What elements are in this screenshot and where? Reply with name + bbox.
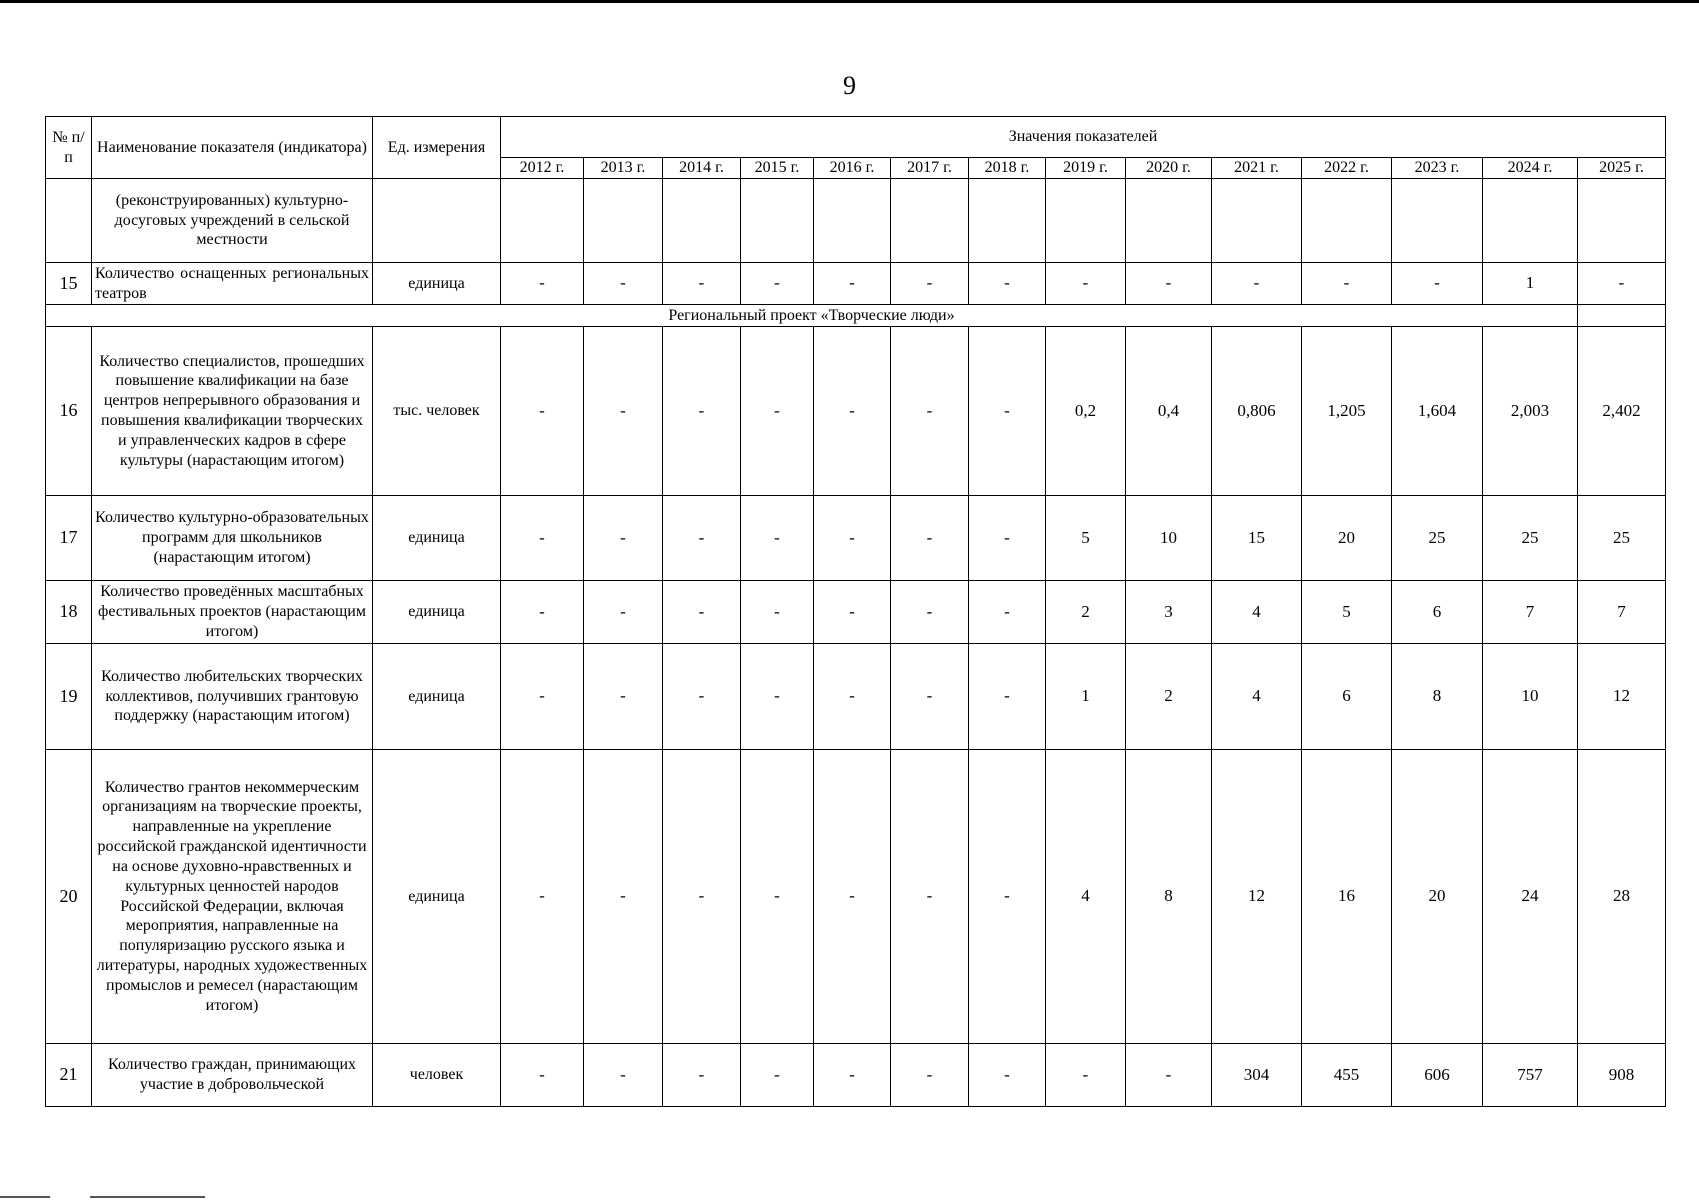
- row-unit: тыс. человек: [373, 327, 501, 496]
- value-cell: 757: [1483, 1044, 1578, 1107]
- value-cell: 28: [1578, 750, 1666, 1044]
- value-cell: -: [969, 263, 1046, 305]
- header-row: [46, 117, 1666, 158]
- header-name: Наименование показателя (индикатора): [92, 117, 373, 179]
- value-cell: -: [741, 644, 814, 750]
- value-cell: 4: [1212, 581, 1302, 644]
- value-cell: [663, 179, 741, 263]
- value-cell: -: [584, 644, 663, 750]
- value-cell: 455: [1302, 1044, 1392, 1107]
- value-cell: 6: [1302, 644, 1392, 750]
- value-cell: -: [741, 263, 814, 305]
- value-cell: 25: [1392, 496, 1483, 581]
- value-cell: [1126, 179, 1212, 263]
- indicators-table: [45, 116, 1666, 1107]
- row-unit: единица: [373, 750, 501, 1044]
- value-cell: [891, 179, 969, 263]
- value-cell: 0,2: [1046, 327, 1126, 496]
- value-cell: 3: [1126, 581, 1212, 644]
- value-cell: -: [741, 327, 814, 496]
- value-cell: 25: [1578, 496, 1666, 581]
- value-cell: 1: [1483, 263, 1578, 305]
- row-name: Количество культурно-образовательных программ для школьников (нарастающим итогом): [92, 496, 373, 581]
- value-cell: 10: [1126, 496, 1212, 581]
- value-cell: 24: [1483, 750, 1578, 1044]
- value-cell: [814, 179, 891, 263]
- table-row: [46, 496, 1666, 581]
- value-cell: -: [1302, 263, 1392, 305]
- value-cell: -: [969, 581, 1046, 644]
- header-unit: Ед. измерения: [373, 117, 501, 179]
- value-cell: 15: [1212, 496, 1302, 581]
- value-cell: -: [969, 1044, 1046, 1107]
- value-cell: [1483, 179, 1578, 263]
- year-header: 2015 г.: [741, 158, 814, 179]
- value-cell: -: [501, 750, 584, 1044]
- value-cell: 20: [1302, 496, 1392, 581]
- value-cell: -: [814, 496, 891, 581]
- value-cell: [501, 179, 584, 263]
- row-name: (реконструированных) культурно-досуговых учреждений в сельской местности: [92, 179, 373, 263]
- value-cell: 908: [1578, 1044, 1666, 1107]
- value-cell: -: [663, 581, 741, 644]
- value-cell: -: [663, 327, 741, 496]
- value-cell: -: [741, 1044, 814, 1107]
- value-cell: 5: [1302, 581, 1392, 644]
- value-cell: 8: [1126, 750, 1212, 1044]
- page-number: 9: [843, 71, 856, 100]
- value-cell: -: [501, 581, 584, 644]
- row-num: 18: [46, 581, 92, 644]
- section-empty-cell: [1578, 305, 1666, 327]
- table-row: [46, 644, 1666, 750]
- year-header: 2017 г.: [891, 158, 969, 179]
- value-cell: 10: [1483, 644, 1578, 750]
- value-cell: 8: [1392, 644, 1483, 750]
- value-cell: 2,402: [1578, 327, 1666, 496]
- value-cell: 20: [1392, 750, 1483, 1044]
- value-cell: 2: [1046, 581, 1126, 644]
- value-cell: 4: [1212, 644, 1302, 750]
- row-name: Количество проведённых масштабных фестивальных проектов (нарастающим итогом): [92, 581, 373, 644]
- value-cell: -: [741, 496, 814, 581]
- value-cell: -: [584, 1044, 663, 1107]
- value-cell: 2,003: [1483, 327, 1578, 496]
- value-cell: -: [891, 327, 969, 496]
- value-cell: 2: [1126, 644, 1212, 750]
- value-cell: -: [1126, 263, 1212, 305]
- value-cell: 0,806: [1212, 327, 1302, 496]
- value-cell: -: [814, 327, 891, 496]
- value-cell: [1392, 179, 1483, 263]
- value-cell: 6: [1392, 581, 1483, 644]
- value-cell: -: [814, 644, 891, 750]
- year-header: 2020 г.: [1126, 158, 1212, 179]
- value-cell: -: [814, 263, 891, 305]
- value-cell: -: [584, 581, 663, 644]
- value-cell: -: [814, 750, 891, 1044]
- year-header: 2022 г.: [1302, 158, 1392, 179]
- row-num: 17: [46, 496, 92, 581]
- row-name: Количество оснащенных региональных театров: [92, 263, 373, 305]
- footer-scan-mark: [90, 1196, 205, 1198]
- row-name: Количество граждан, принимающих участие в добровольческой: [92, 1044, 373, 1107]
- value-cell: -: [969, 750, 1046, 1044]
- value-cell: -: [891, 750, 969, 1044]
- top-scan-edge: [0, 0, 1699, 3]
- header-num: № п/п: [46, 117, 92, 179]
- row-unit: единица: [373, 263, 501, 305]
- value-cell: -: [814, 581, 891, 644]
- header-values: Значения показателей: [501, 117, 1666, 158]
- value-cell: [1578, 179, 1666, 263]
- value-cell: 1,604: [1392, 327, 1483, 496]
- value-cell: -: [584, 750, 663, 1044]
- year-header: 2021 г.: [1212, 158, 1302, 179]
- value-cell: -: [584, 327, 663, 496]
- value-cell: 1: [1046, 644, 1126, 750]
- table-row: [46, 327, 1666, 496]
- value-cell: 1,205: [1302, 327, 1392, 496]
- value-cell: 7: [1483, 581, 1578, 644]
- row-num: 16: [46, 327, 92, 496]
- value-cell: -: [663, 263, 741, 305]
- value-cell: [584, 179, 663, 263]
- value-cell: 5: [1046, 496, 1126, 581]
- table-row: [46, 750, 1666, 1044]
- value-cell: -: [741, 750, 814, 1044]
- value-cell: -: [1046, 1044, 1126, 1107]
- table-row-continuation: [46, 179, 1666, 263]
- year-header: 2025 г.: [1578, 158, 1666, 179]
- value-cell: 12: [1578, 644, 1666, 750]
- row-unit: единица: [373, 644, 501, 750]
- year-header: 2012 г.: [501, 158, 584, 179]
- value-cell: 16: [1302, 750, 1392, 1044]
- year-header: 2023 г.: [1392, 158, 1483, 179]
- value-cell: -: [1046, 263, 1126, 305]
- footer-scan-mark: [0, 1196, 50, 1198]
- value-cell: -: [814, 1044, 891, 1107]
- row-unit: человек: [373, 1044, 501, 1107]
- row-unit: единица: [373, 581, 501, 644]
- value-cell: -: [891, 644, 969, 750]
- value-cell: -: [501, 327, 584, 496]
- value-cell: 4: [1046, 750, 1126, 1044]
- row-num: 19: [46, 644, 92, 750]
- year-header: 2019 г.: [1046, 158, 1126, 179]
- year-header: 2018 г.: [969, 158, 1046, 179]
- value-cell: -: [741, 581, 814, 644]
- value-cell: -: [501, 644, 584, 750]
- row-num: 21: [46, 1044, 92, 1107]
- value-cell: -: [1392, 263, 1483, 305]
- table-row: [46, 1044, 1666, 1107]
- row-name: Количество любительских творческих коллективов, получивших грантовую поддержку (нарастающим итогом): [92, 644, 373, 750]
- table-row: [46, 263, 1666, 305]
- row-num: [46, 179, 92, 263]
- year-header: 2014 г.: [663, 158, 741, 179]
- value-cell: [1212, 179, 1302, 263]
- value-cell: 7: [1578, 581, 1666, 644]
- year-header: 2013 г.: [584, 158, 663, 179]
- value-cell: 304: [1212, 1044, 1302, 1107]
- value-cell: [1046, 179, 1126, 263]
- value-cell: 0,4: [1126, 327, 1212, 496]
- value-cell: -: [1126, 1044, 1212, 1107]
- value-cell: -: [969, 496, 1046, 581]
- value-cell: -: [584, 263, 663, 305]
- section-row: [46, 305, 1666, 327]
- value-cell: -: [891, 263, 969, 305]
- value-cell: -: [584, 496, 663, 581]
- row-num: 15: [46, 263, 92, 305]
- value-cell: -: [663, 496, 741, 581]
- value-cell: -: [663, 750, 741, 1044]
- value-cell: 25: [1483, 496, 1578, 581]
- value-cell: -: [969, 644, 1046, 750]
- value-cell: -: [501, 263, 584, 305]
- value-cell: 606: [1392, 1044, 1483, 1107]
- year-header: 2024 г.: [1483, 158, 1578, 179]
- value-cell: -: [663, 1044, 741, 1107]
- value-cell: -: [969, 327, 1046, 496]
- value-cell: [1302, 179, 1392, 263]
- value-cell: [969, 179, 1046, 263]
- value-cell: -: [1212, 263, 1302, 305]
- value-cell: -: [501, 496, 584, 581]
- value-cell: -: [891, 496, 969, 581]
- row-name: Количество грантов некоммерческим организациям на творческие проекты, направленные на укрепление российской гражданской идентичности на основе духовно-нравственных и культурных ценностей народов Российской Федерации, включая мероприятия, направленные на популяризацию русского языка и литературы, народных художественных промыслов и ремесел (нарастающим итогом): [92, 750, 373, 1044]
- value-cell: [741, 179, 814, 263]
- row-name: Количество специалистов, прошедших повышение квалификации на базе центров непрерывного образования и повышения квалификации творческих и управленческих кадров в сфере культуры (нарастающим итогом): [92, 327, 373, 496]
- value-cell: -: [891, 1044, 969, 1107]
- value-cell: -: [1578, 263, 1666, 305]
- table-row: [46, 581, 1666, 644]
- value-cell: -: [891, 581, 969, 644]
- section-title: Региональный проект «Творческие люди»: [46, 305, 1578, 327]
- year-header: 2016 г.: [814, 158, 891, 179]
- value-cell: -: [663, 644, 741, 750]
- value-cell: -: [501, 1044, 584, 1107]
- row-num: 20: [46, 750, 92, 1044]
- value-cell: 12: [1212, 750, 1302, 1044]
- row-unit: [373, 179, 501, 263]
- row-unit: единица: [373, 496, 501, 581]
